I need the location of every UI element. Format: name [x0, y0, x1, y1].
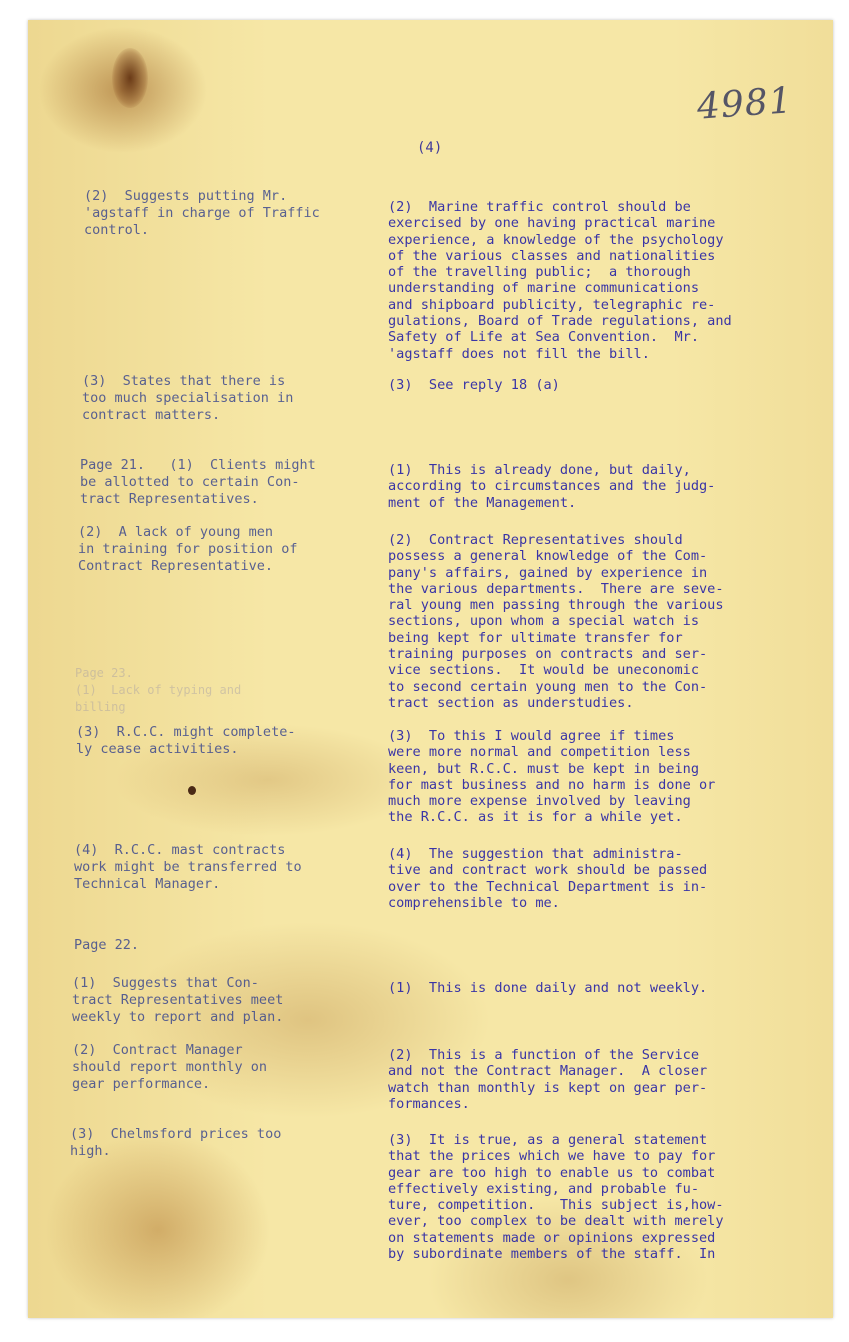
- left-heading-page22: Page 22.: [74, 937, 140, 953]
- ink-dot: [188, 786, 196, 795]
- left-note-page21-clients: Page 21. (1) Clients might be allotted to certain Con- tract Representatives.: [80, 457, 316, 507]
- left-note-specialisation: (3) States that there is too much specialisation in contract matters.: [82, 373, 294, 423]
- left-note-rcc-mast: (4) R.C.C. mast contracts work might be transferred to Technical Manager.: [74, 842, 302, 892]
- stain-mark: [112, 48, 148, 108]
- left-note-rcc-cease: (3) R.C.C. might complete- ly cease activities.: [76, 724, 296, 757]
- reply-young-men: (2) Contract Representatives should possess a general knowledge of the Com- pany's affairs, gained by experience in the various departments. There are seve- ral young men passing through the various sections, upon whom a special watch is being kept for ultimate transfer for training purposes on contracts and ser- vice sections. It would be uneconomic to second certain young men to the Con- tract section as understudies.: [388, 532, 724, 711]
- reply-rcc-mast: (4) The suggestion that administra- tive and contract work should be passed over to the Technical Department is in- comprehensible to me.: [388, 846, 708, 911]
- left-note-young-men: (2) A lack of young men in training for position of Contract Representative.: [78, 524, 298, 574]
- reply-clients-allotted: (1) This is already done, but daily, according to circumstances and the judg- ment of the Management.: [388, 462, 716, 511]
- reply-rcc-cease: (3) To this I would agree if times were more normal and competition less keen, but R.C.C. must be kept in being for mast business and no harm is done or much more expense involved by leaving the R.C.C. as it is for a while yet.: [388, 728, 716, 826]
- page-number: (4): [417, 140, 443, 156]
- left-note-traffic-control: (2) Suggests putting Mr. 'agstaff in charge of Traffic control.: [84, 188, 320, 238]
- left-note-weekly-report: (1) Suggests that Con- tract Representatives meet weekly to report and plan.: [72, 975, 284, 1025]
- reply-traffic-control: (2) Marine traffic control should be exercised by one having practical marine experience, a knowledge of the psychology of the various classes and nationalities of the travelling public; a thorough understanding of marine communications and shipboard publicity, telegraphic re- gulations, Board of Trade regulations, and Safety of Life at Sea Convention. Mr. 'agstaff does not fill the bill.: [388, 199, 732, 362]
- reply-gear-performance: (2) This is a function of the Service and not the Contract Manager. A closer watch than monthly is kept on gear per- formances.: [388, 1047, 708, 1112]
- reply-chelmsford-prices: (3) It is true, as a general statement that the prices which we have to pay for gear are too high to enable us to combat effectively existing, and probable fu- ture, competition. This subject is,how- ever, too complex to be dealt with merely on statements made or opinions expressed by subordinate members of the staff. In: [388, 1132, 724, 1263]
- faded-bleed-through-text: Page 23. (1) Lack of typing and billing: [75, 666, 242, 714]
- reply-specialisation: (3) See reply 18 (a): [388, 377, 560, 393]
- reply-weekly-report: (1) This is done daily and not weekly.: [388, 980, 708, 996]
- left-note-chelmsford-prices: (3) Chelmsford prices too high.: [70, 1126, 282, 1159]
- left-note-gear-performance: (2) Contract Manager should report monthly on gear performance.: [72, 1042, 268, 1092]
- handwritten-reference-number: 4981: [695, 80, 794, 128]
